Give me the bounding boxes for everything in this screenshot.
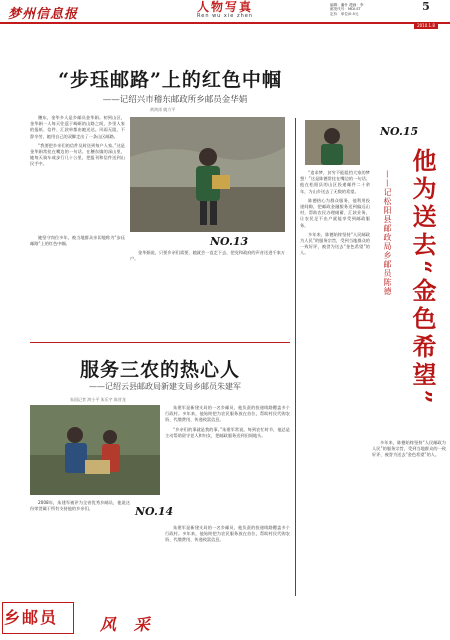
paragraph: 金华娟说，只要乡亲们需要，她就会一直走下去，把党和政府的声音送进千家万户。 [130, 250, 285, 262]
paragraph: 陈德热心为群众服务，他利用投递间隙，把邮政金融服务送到偏远山村，帮助农民办理储蓄、汇款业务，让农民足不出户就能享受到邮政服务。 [300, 197, 370, 228]
photo-portrait-illustration [305, 120, 360, 165]
paragraph: 她坚守岗位多年，被当地群众亲切地称为“步珏邮路”上的红色中帼。 [30, 235, 125, 247]
footer-column-name: 乡邮员 [4, 608, 59, 627]
paragraph: 2008年，朱建军被评为全省优秀乡邮员，他说这份荣誉属于所有支持他的乡亲们。 [30, 500, 130, 512]
page-box [406, 1, 446, 31]
paragraph: “我要把乡亲们的信件及时送到每户人家。”这是金华娟常挂在嘴边的一句话。在稽东镇的深山里，她每天骑车或步行几十公里，把报刊和信件送到山民手中。 [30, 142, 125, 167]
column-header [150, 1, 300, 20]
issue-date: 2010.1.8 [414, 23, 438, 29]
article3-photo [305, 120, 360, 165]
article3-tag: NO.15 [380, 125, 419, 138]
publication-info [330, 3, 400, 16]
footer-band [0, 600, 450, 640]
column-pinyin: Ren wu xie zhen [197, 13, 253, 19]
article2-col3 [165, 525, 290, 595]
article2-col1 [165, 405, 290, 505]
info-line: 编辑：潘什 漫画：李 [330, 3, 364, 7]
article1-title: “步珏邮路”上的红色中帼 [58, 69, 282, 91]
article1-subtitle: ——记绍兴市稽东邮政所乡邮员金华娟 [102, 95, 248, 105]
photo-rural-scene-illustration [30, 405, 160, 495]
article2-byline: 朱国记者 鸿小平 朱乐宇 陈晋龙 [70, 397, 126, 402]
masthead [0, 0, 450, 28]
article3-col2 [372, 440, 446, 595]
photo-postwoman-illustration [130, 117, 285, 232]
paper-logo: 梦州信息报 [8, 7, 79, 22]
paragraph: “乡亲们的事就是我的事。”朱建军常说。每到农忙时节，他总是主动帮助留守老人和妇女，把邮政服务送到田间地头。 [165, 426, 290, 438]
paragraph: 多年来，陈德始终坚持“人民邮政为人民”的服务宗旨，受到当地群众的一致好评，被誉为送去“金色希望”的人。 [372, 440, 446, 458]
footer-style-name: 风 采 [100, 615, 156, 634]
article1-byline: 黄鸿涛 姚力平 [150, 107, 176, 112]
article1-photo [130, 117, 285, 232]
page-number: 5 [422, 0, 430, 13]
paragraph: 朱建军是新建支局的一名乡邮员，他负责的投递线路覆盖多个行政村。多年来，他始终把为农民服务放在首位，帮助村民代购农资、代缴费用、传递致富信息。 [165, 525, 290, 543]
article1-col1b [30, 235, 125, 295]
article1-tag: NO.13 [210, 235, 249, 248]
info-line: 邮发代号：MDI-ST [330, 7, 361, 12]
paragraph: “追求梦，贫穷不能阻挡大家的梦想！”这是陈德常挂在嘴边的一句话。他在松阳县的山区投递邮件二十余年，为山乡送去了无数的希望。 [300, 170, 370, 194]
article2-tag: NO.14 [135, 505, 174, 518]
article1-col2 [130, 250, 285, 295]
section-divider [30, 342, 290, 343]
paragraph: 稽东，金华多人是乡邮员金华娟。初到山区，金华娟一人每天往返于崎岖的山路之间，乡里人家的报纸、信件、汇款单都由她送达。风雨无阻，不辞辛劳，她用自己的双脚走出了一条山区邮路。 [30, 115, 125, 139]
article3-subtitle: ——记松阳县邮政局乡邮员陈德 [383, 170, 392, 296]
article3-title: 他为送去“金色希望” [408, 148, 437, 408]
article2-title: 服务三农的热心人 [79, 359, 240, 381]
article3-col1 [300, 170, 370, 595]
article2-subtitle: ——记绍云县邮政局新建支局乡邮员朱建军 [89, 382, 241, 391]
article2-photo [30, 405, 160, 495]
paragraph: 朱建军是新建支局的一名乡邮员，他负责的投递线路覆盖多个行政村。多年来，他始终把为农民服务放在首位，帮助村民代购农资、代缴费用、传递致富信息。 [165, 405, 290, 423]
article2-col2 [30, 500, 130, 590]
column-title: 人物写真 [196, 0, 253, 14]
info-line: 定价：单位/0.5元 [330, 11, 359, 16]
column-divider [295, 118, 296, 596]
paragraph: 多年来，陈德始终坚持“人民邮政为人民”的服务宗旨，受到当地群众的一致好评，被誉为送去“金色希望”的人。 [300, 231, 370, 256]
